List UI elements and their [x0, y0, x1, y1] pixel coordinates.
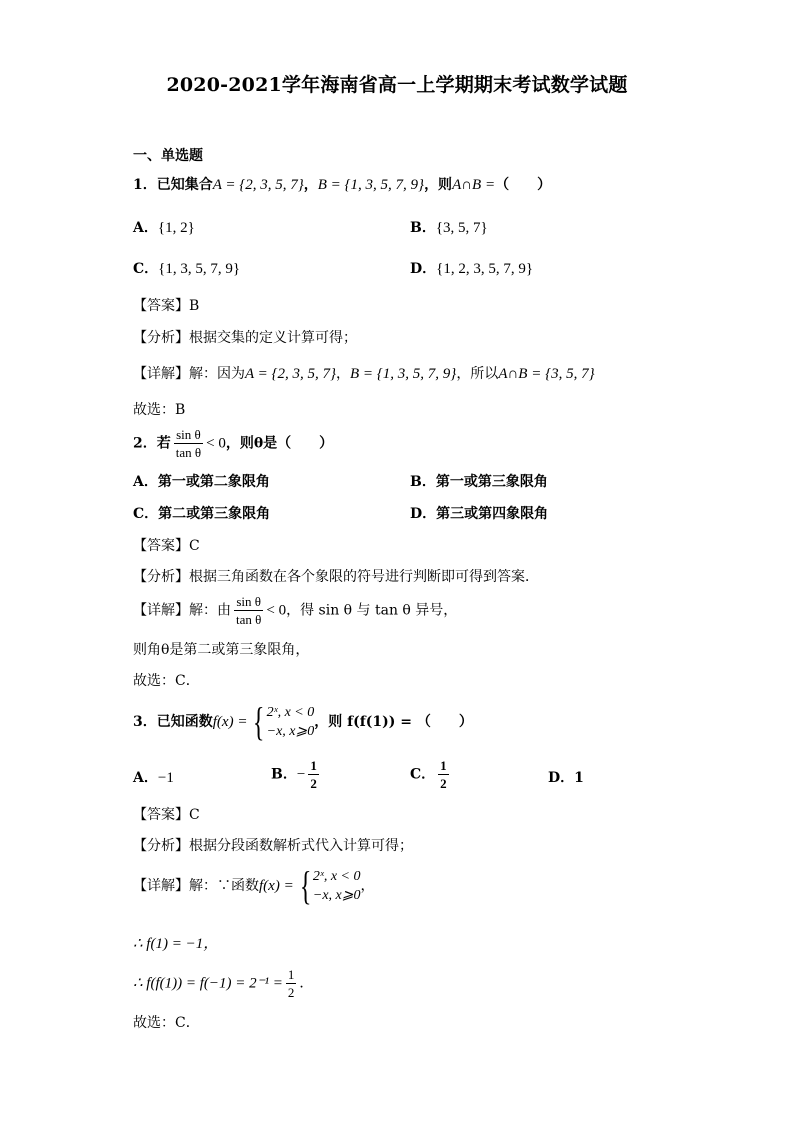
detail-tag: 【详解】 — [133, 366, 189, 382]
brace-glyph: { — [299, 863, 312, 908]
analysis-text: 根据交集的定义计算可得； — [189, 330, 357, 346]
option-value: 1 — [574, 770, 584, 786]
question-1-set-b: B = {1, 3, 5, 7, 9} — [317, 177, 425, 193]
answer-tag: 【答案】 — [133, 298, 189, 314]
step-fraction — [286, 966, 297, 1001]
question-2-number: 2．若 — [133, 435, 171, 452]
question-3-detail — [133, 863, 375, 908]
piecewise-cases — [313, 867, 361, 905]
detail-function: f(x) = — [259, 878, 294, 894]
question-2-analysis — [133, 567, 539, 587]
fraction-numerator: 1 — [310, 758, 317, 773]
option-label: C． — [133, 261, 159, 277]
piecewise-case-1: 2ˣ, x < 0 — [312, 869, 361, 884]
option-label: A． — [133, 220, 158, 236]
detail-end: ， — [360, 878, 375, 894]
piecewise-case-1: 2ˣ, x < 0 — [266, 705, 315, 720]
option-sign: − — [296, 766, 306, 783]
question-1-option-b — [410, 218, 488, 238]
detail-fraction — [234, 593, 263, 628]
question-3-analysis — [133, 836, 413, 856]
option-value: {1, 2} — [157, 220, 195, 236]
option-label: D． — [548, 770, 575, 786]
fraction-numerator: sin θ — [174, 426, 203, 444]
fraction-denominator: 2 — [310, 776, 317, 791]
fraction-denominator: tan θ — [175, 445, 202, 460]
option-value: 第一或第二象限角 — [157, 474, 270, 490]
question-1-answer — [133, 296, 199, 316]
question-2-option-c — [133, 504, 270, 524]
fraction-numerator: 1 — [440, 758, 447, 773]
question-1-option-d — [410, 259, 533, 279]
question-3-option-d — [548, 768, 584, 788]
question-3-option-a — [133, 768, 174, 788]
option-fraction — [438, 757, 449, 792]
option-label: D． — [410, 506, 437, 522]
detail-rest: ，得 sin θ 与 tan θ 异号， — [286, 602, 458, 619]
question-1-option-c — [133, 259, 240, 279]
option-label: B． — [410, 220, 436, 236]
analysis-tag: 【分析】 — [133, 838, 189, 854]
question-1-analysis — [133, 328, 357, 348]
option-label: A． — [133, 770, 158, 786]
question-3-step-1 — [133, 934, 218, 954]
question-2-detail — [133, 593, 457, 628]
question-2-inequality: < 0 — [206, 435, 226, 452]
question-1 — [133, 175, 551, 195]
option-label: C． — [133, 506, 159, 522]
detail-set-b: B = {1, 3, 5, 7, 9} — [350, 366, 457, 382]
detail-comma: ， — [336, 366, 351, 382]
fraction-denominator: tan θ — [236, 612, 262, 627]
question-2-answer — [133, 536, 200, 556]
option-label: C． — [410, 766, 436, 783]
fraction-numerator: sin θ — [234, 593, 263, 611]
analysis-tag: 【分析】 — [133, 569, 189, 585]
option-label: B． — [410, 474, 436, 490]
question-1-expr: A∩B = — [452, 177, 496, 193]
option-label: B． — [271, 766, 297, 783]
piecewise-cases — [267, 703, 315, 741]
piecewise-case-2: −x, x⩾0 — [266, 724, 315, 739]
step-end: ． — [299, 975, 314, 992]
answer-tag: 【答案】 — [133, 807, 189, 823]
option-fraction — [308, 757, 319, 792]
question-3-function: f(x) = — [212, 714, 248, 730]
question-3-option-c — [410, 757, 452, 792]
question-2-option-d — [410, 504, 548, 524]
question-1-paren: （ ） — [495, 177, 552, 193]
fraction-denominator: 2 — [287, 985, 295, 1000]
question-1-set-a: A = {2, 3, 5, 7} — [212, 177, 304, 193]
detail-tag: 【详解】 — [133, 878, 189, 894]
detail-inequality: < 0 — [266, 602, 287, 619]
option-label: D． — [410, 261, 437, 277]
step-text: ∴ f(1) = −1， — [133, 936, 219, 952]
question-2-fraction — [174, 426, 203, 461]
detail-text: 解：由 — [189, 602, 231, 619]
question-3-option-b — [271, 757, 322, 792]
option-value: −1 — [157, 770, 174, 786]
question-2-choice: 故选：C． — [133, 673, 200, 689]
question-3 — [133, 699, 473, 744]
step-text: ∴ f(f(1)) = f(−1) = 2⁻¹ = — [133, 975, 283, 992]
answer-tag: 【答案】 — [133, 538, 189, 554]
option-value: 第三或第四象限角 — [436, 506, 549, 522]
fraction-denominator: 2 — [440, 776, 447, 791]
question-3-number: 3．已知函数 — [133, 714, 213, 730]
detail-tag: 【详解】 — [133, 602, 189, 619]
analysis-text: 根据三角函数在各个象限的符号进行判断即可得到答案． — [189, 569, 539, 585]
question-3-choice: 故选：C． — [133, 1015, 200, 1031]
answer-value: C — [189, 538, 200, 554]
question-1-then: ，则 — [424, 177, 453, 193]
fraction-numerator: 1 — [287, 967, 295, 982]
detail-set-a: A = {2, 3, 5, 7} — [245, 366, 337, 382]
question-2-option-b — [410, 472, 548, 492]
option-value: 第一或第三象限角 — [435, 474, 548, 490]
option-label: A． — [133, 474, 158, 490]
page-title: 2020-2021学年海南省高一上学期期末考试数学试题 — [166, 74, 628, 96]
question-1-choice: 故选：B — [133, 402, 186, 418]
question-3-piecewise — [247, 699, 315, 744]
analysis-tag: 【分析】 — [133, 330, 189, 346]
answer-value: C — [189, 807, 200, 823]
question-2-conclusion: 则角θ是第二或第三象限角， — [133, 642, 310, 658]
option-value: 第二或第三象限角 — [158, 506, 271, 522]
detail-result: A∩B = {3, 5, 7} — [498, 366, 595, 382]
question-3-answer — [133, 805, 200, 825]
detail-piecewise — [294, 863, 361, 908]
question-2-option-a — [133, 472, 270, 492]
piecewise-case-2: −x, x⩾0 — [312, 888, 361, 903]
option-value: {1, 2, 3, 5, 7, 9} — [436, 261, 534, 277]
question-1-sep: ， — [303, 177, 318, 193]
detail-so: ，所以 — [456, 366, 499, 382]
detail-text: 解：因为 — [189, 366, 245, 382]
brace-glyph: { — [253, 699, 265, 744]
option-value: {1, 3, 5, 7, 9} — [158, 261, 241, 277]
answer-value: B — [189, 298, 200, 314]
question-3-rest: ，则 f(f(1)) = （ ） — [314, 714, 473, 730]
option-value: {3, 5, 7} — [435, 220, 488, 236]
question-1-option-a — [133, 218, 195, 238]
question-2-rest: ，则θ是（ ） — [225, 435, 334, 452]
detail-text: 解：∵函数 — [189, 878, 259, 894]
question-3-step-2 — [133, 966, 313, 1001]
question-1-number: 1．已知集合 — [133, 177, 213, 193]
question-2 — [133, 426, 333, 461]
section-heading: 一、单选题 — [133, 148, 203, 164]
analysis-text: 根据分段函数解析式代入计算可得； — [189, 838, 413, 854]
question-1-detail — [133, 364, 595, 384]
